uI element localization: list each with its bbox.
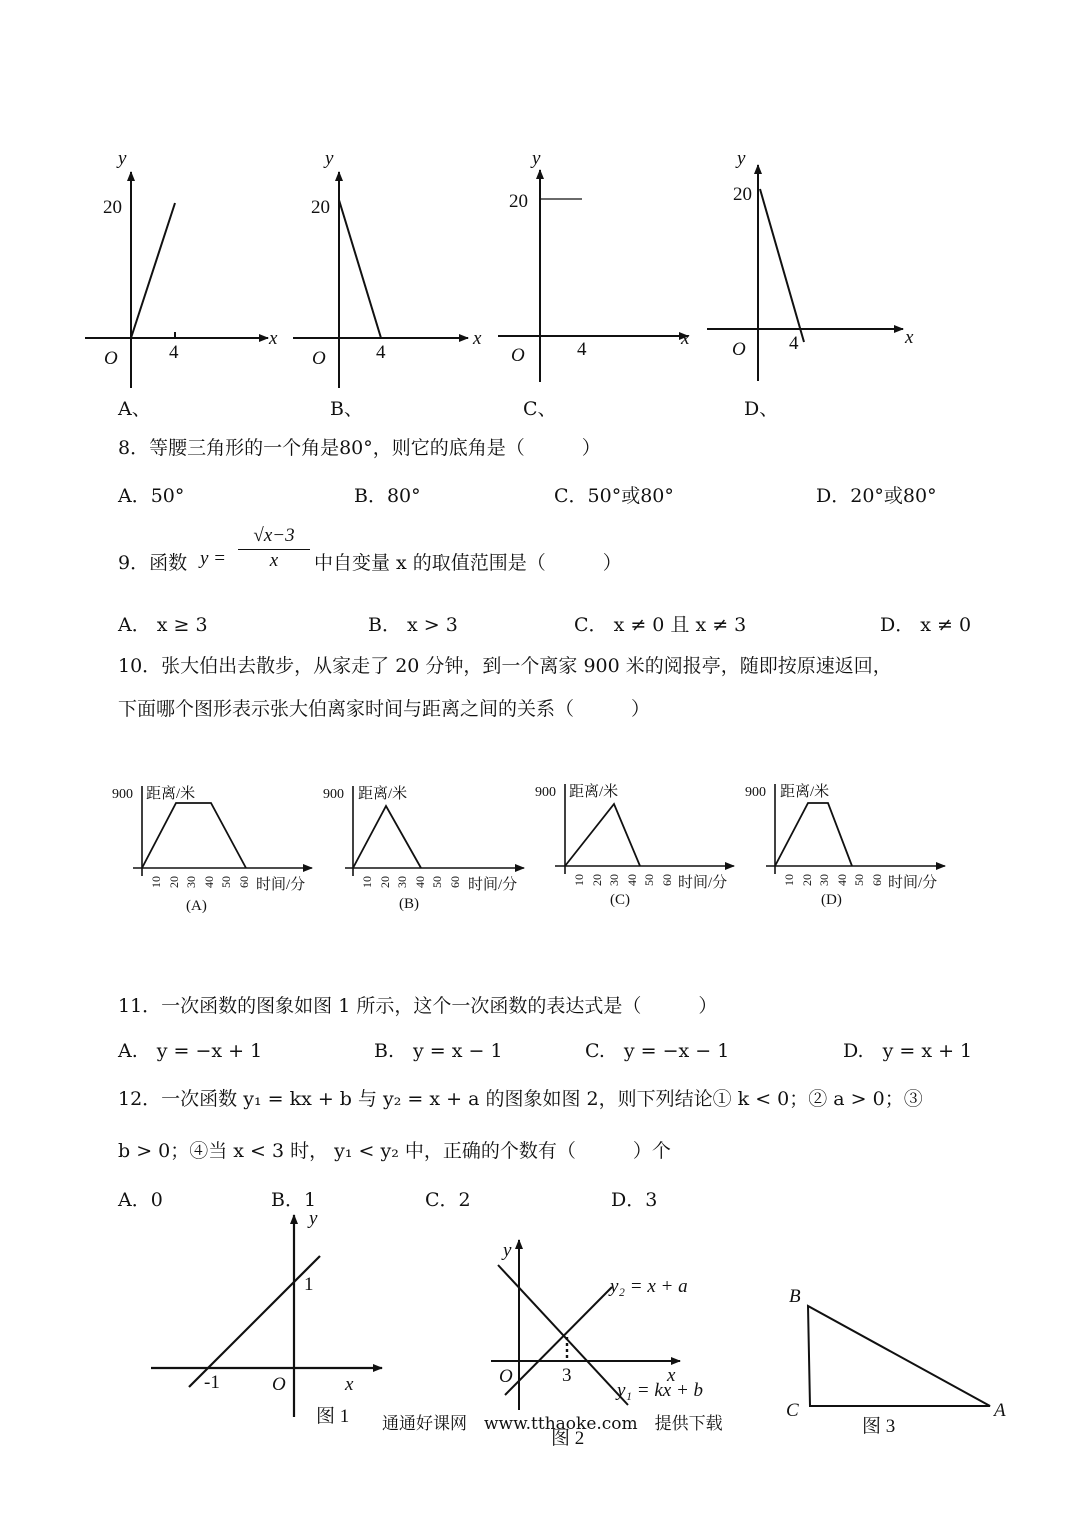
q10-a-xtick: 50 bbox=[219, 876, 233, 888]
fig1-labels bbox=[204, 1208, 354, 1427]
q10-a-caption: (A) bbox=[186, 898, 207, 914]
q10-c-caption: (C) bbox=[610, 892, 630, 908]
q10-a-ylabel: 距离/米 bbox=[146, 786, 196, 802]
fig2-line1-label: y₁ = kx + b bbox=[617, 1380, 704, 1401]
q12-option-b: B．1 bbox=[271, 1189, 317, 1211]
q10-stem-line1: 10．张大伯出去散步，从家走了 20 分钟，到一个离家 900 米的阅报亭，随即按原速返回， bbox=[118, 655, 892, 677]
q10-d-xlabel: 时间/分 bbox=[888, 875, 938, 891]
q10-b-caption: (B) bbox=[399, 896, 419, 912]
q7-c-ylabel: y bbox=[532, 148, 541, 169]
q7-d-origin: O bbox=[732, 339, 746, 360]
q10-c-line bbox=[565, 804, 640, 866]
q10-b-xtick: 50 bbox=[430, 876, 444, 888]
q9-fraction bbox=[238, 525, 310, 572]
q10-b-xtick: 60 bbox=[448, 876, 462, 888]
q10-c-xtick: 30 bbox=[607, 874, 621, 886]
q7-c-xlabel: x bbox=[681, 328, 690, 349]
q7-tick-labels bbox=[103, 184, 799, 363]
q12-option-a: A．0 bbox=[118, 1189, 163, 1211]
q9-denominator: x bbox=[269, 550, 279, 571]
q7-d-xtick: 4 bbox=[789, 333, 799, 354]
fig1-xtick: -1 bbox=[204, 1372, 220, 1393]
fig1-ytick: 1 bbox=[304, 1274, 314, 1295]
q7-b-ytick: 20 bbox=[311, 197, 330, 218]
fig3-triangle bbox=[808, 1306, 990, 1406]
fig2-line2-label: y₂ = x + a bbox=[610, 1276, 688, 1297]
q7-d-ylabel: y bbox=[737, 148, 746, 169]
q10-b-xtick: 20 bbox=[378, 876, 392, 888]
q11-option-d: D. y = x + 1 bbox=[843, 1040, 973, 1062]
q11-option-c: C. y = −x − 1 bbox=[585, 1040, 730, 1062]
q9-option-c: C． x ≠ 0 且 x ≠ 3 bbox=[574, 614, 747, 636]
q10-a-xlabel: 时间/分 bbox=[256, 877, 306, 893]
fig3-caption: 图 3 bbox=[862, 1416, 896, 1437]
fig1-ylabel: y bbox=[309, 1208, 318, 1229]
q10-b-xtick: 40 bbox=[413, 876, 427, 888]
q7-a-xtick: 4 bbox=[169, 342, 179, 363]
q12-option-d: D．3 bbox=[611, 1189, 658, 1211]
q10-a-xtick: 10 bbox=[149, 876, 163, 888]
fig1-xlabel: x bbox=[345, 1374, 354, 1395]
fig2-xlabel: x bbox=[667, 1365, 676, 1386]
q10-a-xtick: 60 bbox=[237, 876, 251, 888]
q10-d-ylabel: 距离/米 bbox=[780, 784, 830, 800]
q7-d-line bbox=[760, 189, 804, 342]
q8-option-d: D．20°或80° bbox=[816, 485, 937, 507]
q7-a-origin: O bbox=[104, 348, 118, 369]
q10-c-xtick: 50 bbox=[642, 874, 656, 886]
fig1-caption: 图 1 bbox=[316, 1406, 350, 1427]
q7-b-xlabel: x bbox=[473, 328, 482, 349]
q7-option-b: B、 bbox=[330, 398, 363, 420]
q9-y-eq: y = bbox=[200, 548, 227, 569]
q10-d-xtick: 60 bbox=[870, 874, 884, 886]
q7-b-xtick: 4 bbox=[376, 342, 386, 363]
q10-c-xtick: 60 bbox=[660, 874, 674, 886]
fig1-origin: O bbox=[272, 1374, 286, 1395]
q9-option-d: D． x ≠ 0 bbox=[880, 614, 972, 636]
q7-option-c: C、 bbox=[523, 398, 557, 420]
fig3-labels bbox=[786, 1286, 1006, 1437]
q9-stem-prefix: 9．函数 bbox=[118, 552, 188, 574]
q10-d-xtick: 30 bbox=[817, 874, 831, 886]
q7-c-ytick: 20 bbox=[509, 191, 528, 212]
q10-b-xtick: 10 bbox=[360, 876, 374, 888]
q9-numerator: √x−3 bbox=[238, 525, 310, 550]
fig3-label-b: B bbox=[789, 1286, 801, 1307]
fig3-label-c: C bbox=[786, 1400, 799, 1421]
q8-stem: 8．等腰三角形的一个角是80°，则它的底角是（ ） bbox=[118, 437, 601, 459]
q10-a-xtick: 30 bbox=[184, 876, 198, 888]
q10-c-ylabel: 距离/米 bbox=[569, 784, 619, 800]
q10-c-xlabel: 时间/分 bbox=[678, 875, 728, 891]
q10-b-ylabel: 距离/米 bbox=[358, 786, 408, 802]
q7-a-xlabel: x bbox=[269, 328, 278, 349]
q7-a-ytick: 20 bbox=[103, 197, 122, 218]
q7-c-xtick: 4 bbox=[577, 339, 587, 360]
q10-a-xtick: 40 bbox=[202, 876, 216, 888]
q10-a-xtick: 20 bbox=[167, 876, 181, 888]
fig2-caption: 图 2 bbox=[551, 1428, 585, 1449]
q10-b-line bbox=[353, 806, 421, 868]
fig2-ylabel: y bbox=[503, 1240, 512, 1261]
q12-stem-line2: b > 0；④当 x < 3 时， y₁ < y₂ 中，正确的个数有（ ）个 bbox=[118, 1140, 671, 1162]
q10-d-xtick: 50 bbox=[852, 874, 866, 886]
q10-c-ytick: 900 bbox=[535, 785, 556, 800]
q11-option-b: B. y = x − 1 bbox=[374, 1040, 503, 1062]
fig2-origin: O bbox=[499, 1366, 513, 1387]
q10-b-xlabel: 时间/分 bbox=[468, 877, 518, 893]
q7-option-a: A、 bbox=[118, 398, 151, 420]
q12-stem-line1: 12．一次函数 y₁ = kx + b 与 y₂ = x + a 的图象如图 2，则下列结论① k < 0；② a > 0；③ bbox=[118, 1088, 923, 1110]
q7-b-ylabel: y bbox=[325, 148, 334, 169]
q11-option-a: A. y = −x + 1 bbox=[118, 1040, 263, 1062]
q7-b-origin: O bbox=[312, 348, 326, 369]
q10-d-line bbox=[775, 803, 852, 866]
fig2-line-y2 bbox=[505, 1287, 612, 1395]
q10-d-xtick: 40 bbox=[835, 874, 849, 886]
q10-b-ytick: 900 bbox=[323, 787, 344, 802]
q7-d-xlabel: x bbox=[905, 327, 914, 348]
q7-d-ytick: 20 bbox=[733, 184, 752, 205]
q11-stem: 11．一次函数的图象如图 1 所示，这个一次函数的表达式是（ ） bbox=[118, 995, 718, 1017]
q10-d-xtick: 20 bbox=[800, 874, 814, 886]
q10-c-xtick: 20 bbox=[590, 874, 604, 886]
q7-option-d: D、 bbox=[744, 398, 779, 420]
q10-a-ytick: 900 bbox=[112, 787, 133, 802]
q10-c-xtick: 40 bbox=[625, 874, 639, 886]
q10-c-xtick: 10 bbox=[572, 874, 586, 886]
q9-stem-suffix: 中自变量 x 的取值范围是（ ） bbox=[314, 552, 622, 574]
q10-stem-line2: 下面哪个图形表示张大伯离家时间与距离之间的关系（ ） bbox=[118, 698, 651, 720]
q9-option-b: B． x > 3 bbox=[368, 614, 458, 636]
q8-option-a: A．50° bbox=[118, 485, 185, 507]
q10-d-xtick: 10 bbox=[782, 874, 796, 886]
q10-d-ytick: 900 bbox=[745, 785, 766, 800]
q10-a-line bbox=[142, 803, 246, 868]
fig3-label-a: A bbox=[994, 1400, 1006, 1421]
q9-option-a: A． x ≥ 3 bbox=[118, 614, 208, 636]
q10-b-xtick: 30 bbox=[395, 876, 409, 888]
q8-option-b: B．80° bbox=[354, 485, 421, 507]
q7-c-origin: O bbox=[511, 345, 525, 366]
footer-source: 通通好课网 www.tthaoke.com 提供下载 bbox=[382, 1414, 723, 1434]
q10-d-caption: (D) bbox=[821, 892, 842, 908]
fig2-xtick: 3 bbox=[562, 1365, 572, 1386]
q7-a-line bbox=[131, 203, 175, 338]
q8-option-c: C．50°或80° bbox=[554, 485, 674, 507]
q7-a-ylabel: y bbox=[118, 148, 127, 169]
q7-b-line bbox=[339, 200, 381, 338]
q12-option-c: C．2 bbox=[425, 1189, 471, 1211]
